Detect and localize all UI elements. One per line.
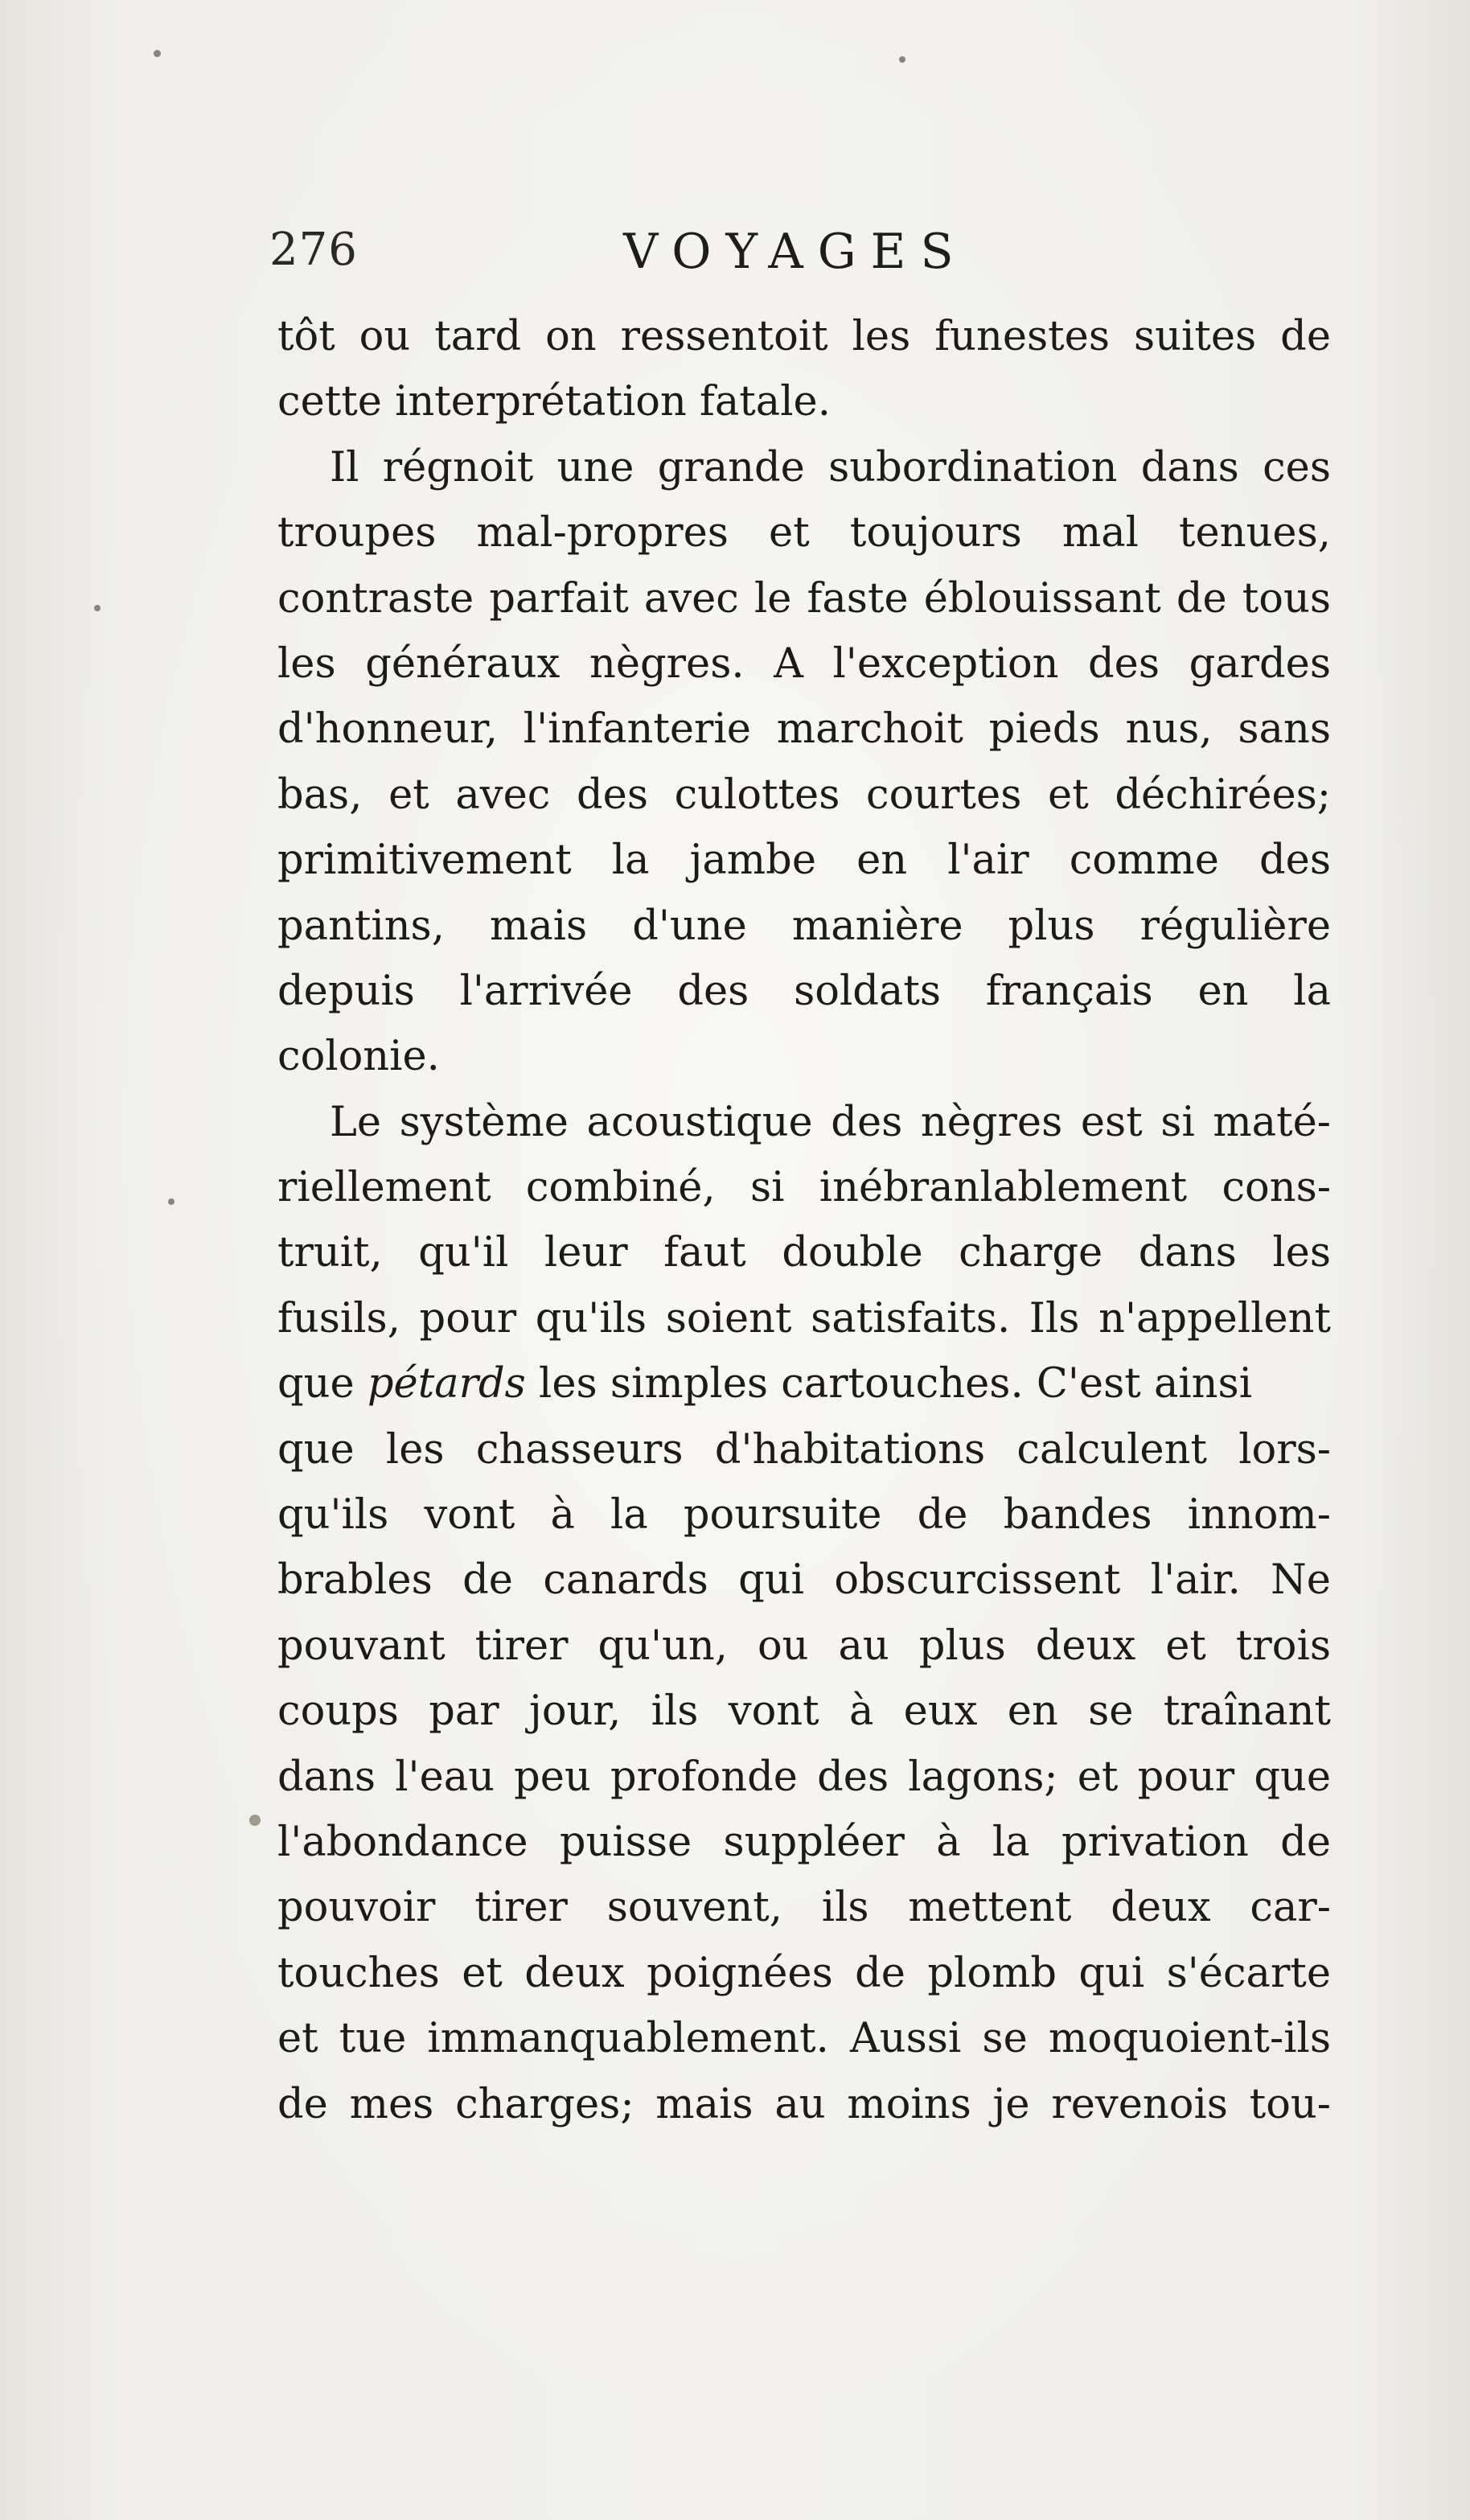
text-line: cette interprétation fatale. bbox=[277, 378, 831, 426]
text-line: l'abondance puisse suppléer à la privation de bbox=[277, 1818, 1331, 1866]
text-line: contraste parfait avec le faste éblouissant de tous bbox=[277, 574, 1331, 623]
text-line: tôt ou tard on ressentoit les funestes suites de bbox=[277, 313, 1331, 360]
text-segment: les simples cartouches. C'est ainsi bbox=[525, 1360, 1253, 1408]
text-line: d'honneur, l'infanterie marchoit pieds nus, sans bbox=[277, 705, 1331, 754]
paper-blemish bbox=[154, 50, 161, 57]
text-line: Le système acoustique des nègres est si maté- bbox=[330, 1098, 1331, 1146]
text-line: bas, et avec des culottes courtes et déchirées; bbox=[277, 771, 1331, 819]
italic-word: pétards bbox=[367, 1360, 526, 1408]
page-number: 276 bbox=[269, 224, 358, 276]
text-line: qu'ils vont à la poursuite de bandes innom- bbox=[277, 1491, 1331, 1540]
text-line: pouvant tirer qu'un, ou au plus deux et trois bbox=[277, 1622, 1331, 1670]
text-line: truit, qu'il leur faut double charge dans les bbox=[277, 1229, 1331, 1277]
paper-blemish bbox=[899, 56, 905, 63]
text-line: colonie. bbox=[277, 1033, 440, 1081]
text-segment: que bbox=[277, 1360, 368, 1408]
page-header bbox=[269, 224, 1331, 288]
text-line: brables de canards qui obscurcissent l'air. Ne bbox=[277, 1556, 1331, 1605]
running-title: VOYAGES bbox=[623, 224, 968, 280]
paper-blemish bbox=[94, 605, 101, 611]
text-line: riellement combiné, si inébranlablement cons- bbox=[277, 1164, 1331, 1212]
text-line: troupes mal-propres et toujours mal tenues, bbox=[277, 509, 1331, 557]
paper-blemish bbox=[249, 1815, 261, 1826]
text-line-mixed bbox=[277, 1351, 1331, 1416]
text-line: touches et deux poignées de plomb qui s'écarte bbox=[277, 1949, 1331, 1997]
text-line: primitivement la jambe en l'air comme des bbox=[277, 837, 1331, 885]
text-line: Il régnoit une grande subordination dans ces bbox=[330, 443, 1331, 491]
text-line: de mes charges; mais au moins je revenois tou- bbox=[277, 2080, 1331, 2128]
text-line: pouvoir tirer souvent, ils mettent deux car- bbox=[277, 1884, 1331, 1932]
body-text bbox=[277, 304, 1331, 2137]
text-line: que les chasseurs d'habitations calculent lors- bbox=[277, 1425, 1331, 1474]
paper-blemish bbox=[168, 1198, 175, 1205]
text-line: pantins, mais d'une manière plus régulière bbox=[277, 902, 1331, 950]
text-line: et tue immanquablement. Aussi se moquoient-ils bbox=[277, 2015, 1331, 2063]
text-line: dans l'eau peu profonde des lagons; et pour que bbox=[277, 1753, 1331, 1801]
text-line: fusils, pour qu'ils soient satisfaits. Ils n'appellent bbox=[277, 1294, 1331, 1342]
text-line: coups par jour, ils vont à eux en se traînant bbox=[277, 1688, 1331, 1736]
text-line: les généraux nègres. A l'exception des gardes bbox=[277, 639, 1331, 688]
text-line: depuis l'arrivée des soldats français en la bbox=[277, 967, 1331, 1015]
